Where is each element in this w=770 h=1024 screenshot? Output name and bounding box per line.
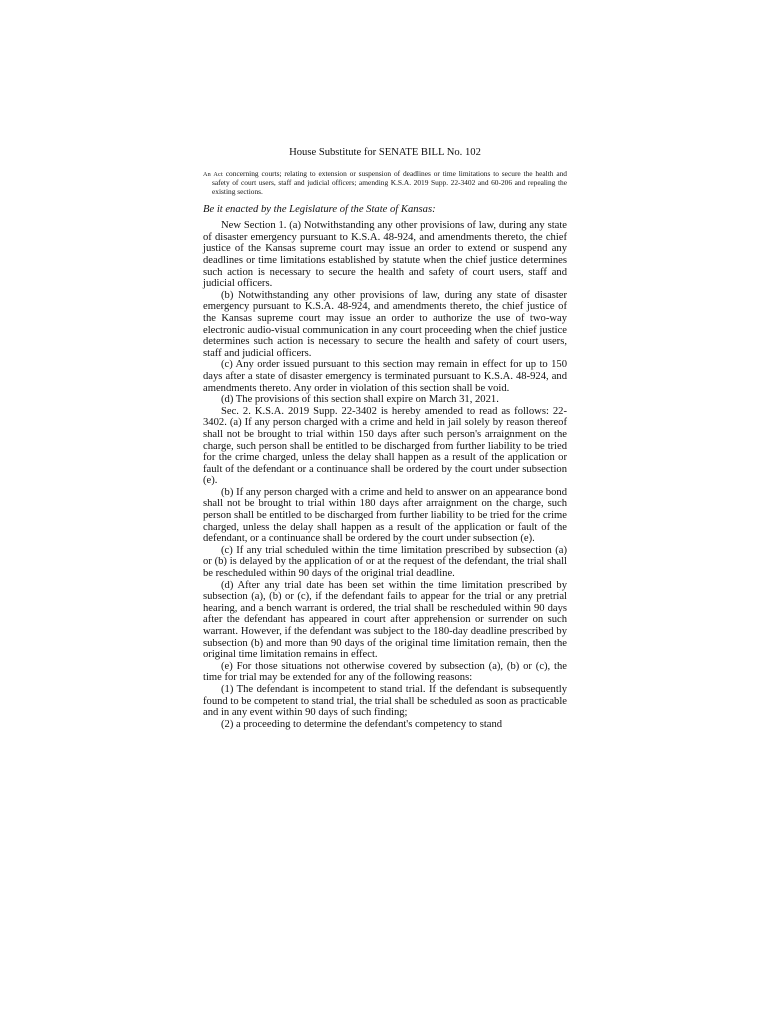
paragraph: (d) The provisions of this section shall expire on March 31, 2021. <box>221 394 499 406</box>
paragraph: (d) After any trial date has been set within the time limitation prescribed by subsection (a), (b) or (c), if the defendant fails to appear for the trial or any pretrial hearing, and a bench warrant is ordered, the trial shall be rescheduled within 90 days after the defendant has appeared in court after apprehension or surrender on such warrant. However, if the defendant was subject to the 180-day deadline prescribed by subsection (b) and more than 90 days of the original time limitation remain, then the original time limitation remains in effect. <box>203 579 567 661</box>
paragraph: New Section 1. (a) Notwithstanding any other provisions of law, during any state of disaster emergency pursuant to K.S.A. 48-924, and amendments thereto, the chief justice of the Kansas supreme court may issue an order to extend or suspend any deadlines or time limitations established by statute when the chief justice determines such action is necessary to secure the health and safety of court users, staff and judicial officers. <box>203 220 567 290</box>
paragraph: (c) If any trial scheduled within the time limitation prescribed by subsection (a) or (b) is delayed by the application of or at the request of the defendant, the trial shall be rescheduled within 90 days of the original trial deadline. <box>203 544 567 580</box>
paragraph: (b) Notwithstanding any other provisions of law, during any state of disaster emergency pursuant to K.S.A. 48-924, and amendments thereto, the chief justice of the Kansas supreme court may issue an order to authorize the use of two-way electronic audio-visual communication in any court proceeding when the chief justice determines such action is necessary to secure the health and safety of court users, staff and judicial officers. <box>203 289 567 359</box>
bill-body <box>203 220 567 730</box>
act-prefix: An Act <box>203 171 223 178</box>
bill-title: House Substitute for SENATE BILL No. 102 <box>289 147 481 158</box>
page-column <box>203 146 567 730</box>
act-text: concerning courts; relating to extension or suspension of deadlines or time limitations to secure the health and safety of court users, staff and judicial officers; amending K.S.A. 2019 Supp. 22-3402 and 60-206 and repealing the existing sections. <box>212 169 568 196</box>
paragraph: Sec. 2. K.S.A. 2019 Supp. 22-3402 is hereby amended to read as follows: 22-3402. (a) If any person charged with a crime and held in jail solely by reason thereof shall not be brought to trial within 150 days after such person's arraignment on the charge, such person shall be entitled to be discharged from further liability to be tried for the crime charged, unless the delay shall happen as a result of the application or fault of the defendant or a continuance shall be ordered by the court under subsection (e). <box>203 405 567 487</box>
paragraph: (c) Any order issued pursuant to this section may remain in effect for up to 150 days after a state of disaster emergency is terminated pursuant to K.S.A. 48-924, and amendments thereto. Any order in violation of this section shall be void. <box>203 359 567 394</box>
enacting-clause: Be it enacted by the Legislature of the State of Kansas: <box>203 204 436 216</box>
act-title <box>203 170 567 196</box>
paragraph: (1) The defendant is incompetent to stand trial. If the defendant is subsequently found to be competent to stand trial, the trial shall be scheduled as soon as practicable and in any event within 90 days of such finding; <box>203 683 567 719</box>
paragraph: (2) a proceeding to determine the defendant's competency to stand <box>221 718 503 730</box>
paragraph: (b) If any person charged with a crime and held to answer on an appearance bond shall not be brought to trial within 180 days after arraignment on the charge, such person shall be entitled to be discharged from further liability to be tried for the crime charged, unless the delay shall happen as a result of the application or fault of the defendant, or a continuance shall be ordered by the court under subsection (e). <box>203 486 567 545</box>
paragraph: (e) For those situations not otherwise covered by subsection (a), (b) or (c), the time for trial may be extended for any of the following reasons: <box>203 660 567 684</box>
